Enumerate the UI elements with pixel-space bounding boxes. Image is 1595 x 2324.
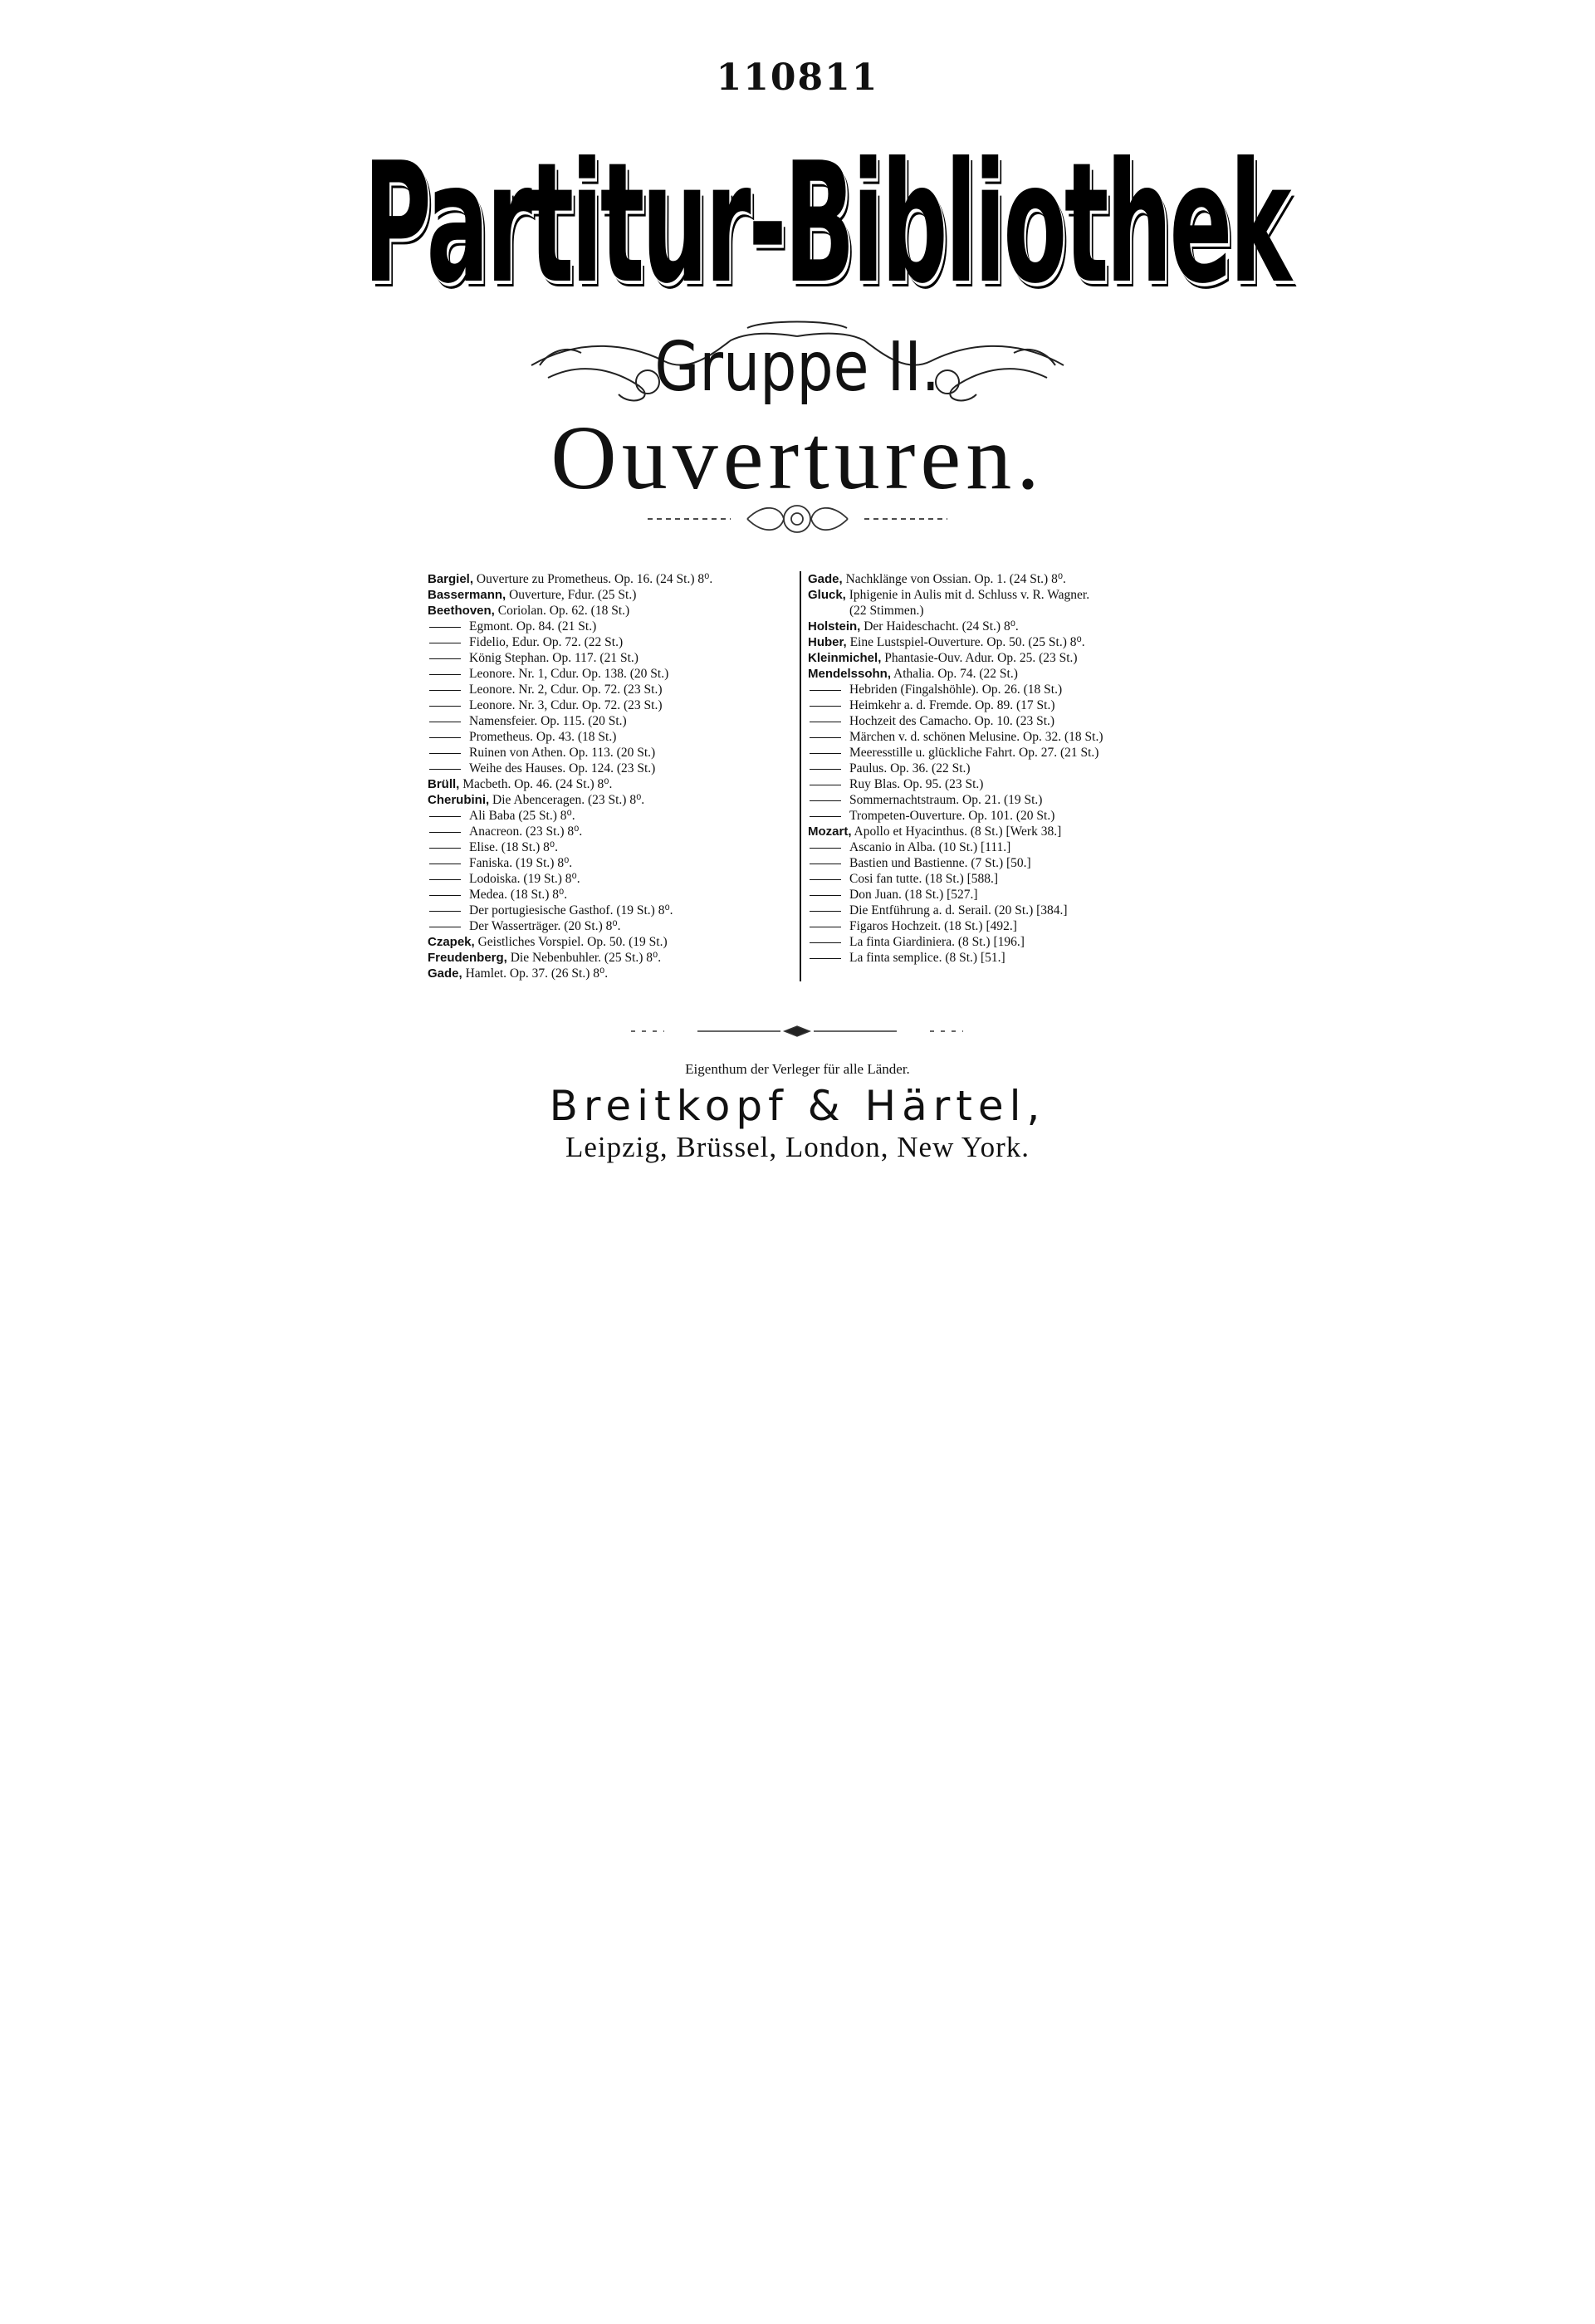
list-item: Medea. (18 St.) 8⁰. [428,887,793,903]
list-item: Ruinen von Athen. Op. 113. (20 St.) [428,745,793,761]
list-item: Mozart, Apollo et Hyacinthus. (8 St.) [Werk 38.] [808,824,1062,839]
catalog-listing [428,571,1183,981]
list-item: Märchen v. d. schönen Melusine. Op. 32. (18 St.) [808,729,1182,745]
main-title: Partitur-Bibliothek [363,127,1289,320]
list-item: Namensfeier. Op. 115. (20 St.) [428,713,793,729]
list-item: Trompeten-Ouverture. Op. 101. (20 St.) [808,808,1182,824]
list-item: Hochzeit des Camacho. Op. 10. (23 St.) [808,713,1182,729]
subtitle: Ouverturen. [550,407,1045,508]
list-item: Der portugiesische Gasthof. (19 St.) 8⁰. [428,903,793,918]
separator-ornament [631,1023,963,1040]
list-item: Fidelio, Edur. Op. 72. (22 St.) [428,634,793,650]
list-item: Leonore. Nr. 2, Cdur. Op. 72. (23 St.) [428,682,793,697]
list-item: Beethoven, Coriolan. Op. 62. (18 St.) [428,604,630,618]
list-item: Ali Baba (25 St.) 8⁰. [428,808,793,824]
list-item: Leonore. Nr. 3, Cdur. Op. 72. (23 St.) [428,697,793,713]
list-item: Weihe des Hauses. Op. 124. (23 St.) [428,761,793,776]
catalog-number: 110811 [716,56,879,99]
list-item: Kleinmichel, Phantasie-Ouv. Adur. Op. 25. (23 St.) [808,651,1078,665]
list-item: Don Juan. (18 St.) [527.] [808,887,1182,903]
list-item: Gade, Nachklänge von Ossian. Op. 1. (24 St.) 8⁰. [808,572,1066,586]
group-row [0,328,1595,407]
list-item: König Stephan. Op. 117. (21 St.) [428,650,793,666]
list-item: Cosi fan tutte. (18 St.) [588.] [808,871,1182,887]
list-item: Meeresstille u. glückliche Fahrt. Op. 27. (21 St.) [808,745,1182,761]
title-block [0,127,1595,320]
list-item: (22 Stimmen.) [849,604,924,618]
publisher-name: Breitkopf & Härtel, [549,1082,1046,1130]
list-item: Prometheus. Op. 43. (18 St.) [428,729,793,745]
list-item: Bargiel, Ouverture zu Prometheus. Op. 16. (24 St.) 8⁰. [428,572,713,586]
list-item: Bastien und Bastienne. (7 St.) [50.] [808,855,1182,871]
list-item: Czapek, Geistliches Vorspiel. Op. 50. (19 St.) [428,935,668,949]
catalog-right-column [800,571,1182,981]
list-item: Mendelssohn, Athalia. Op. 74. (22 St.) [808,667,1018,681]
list-item: Faniska. (19 St.) 8⁰. [428,855,793,871]
list-item: Ruy Blas. Op. 95. (23 St.) [808,776,1182,792]
list-item: Huber, Eine Lustspiel-Ouverture. Op. 50. (25 St.) 8⁰. [808,635,1085,649]
list-item: Freudenberg, Die Nebenbuhler. (25 St.) 8⁰. [428,951,662,965]
catalog-left-column [428,571,800,981]
group-label: Gruppe II. [654,328,941,407]
list-item: Holstein, Der Haideschacht. (24 St.) 8⁰. [808,619,1019,634]
list-item: Cherubini, Die Abenceragen. (23 St.) 8⁰. [428,793,645,807]
subtitle-ornament [0,498,1595,540]
list-item: Heimkehr a. d. Fremde. Op. 89. (17 St.) [808,697,1182,713]
list-item: Hebriden (Fingalshöhle). Op. 26. (18 St.) [808,682,1182,697]
list-item: Sommernachtstraum. Op. 21. (19 St.) [808,792,1182,808]
list-item: Lodoiska. (19 St.) 8⁰. [428,871,793,887]
list-item: Der Wasserträger. (20 St.) 8⁰. [428,918,793,934]
list-item: La finta Giardiniera. (8 St.) [196.] [808,934,1182,950]
rights-notice: Eigenthum der Verleger für alle Länder. [685,1061,910,1077]
list-item: Egmont. Op. 84. (21 St.) [428,619,793,634]
list-item: Brüll, Macbeth. Op. 46. (24 St.) 8⁰. [428,777,613,791]
list-item: Leonore. Nr. 1, Cdur. Op. 138. (20 St.) [428,666,793,682]
publisher-cities: Leipzig, Brüssel, London, New York. [565,1131,1030,1163]
list-item: Elise. (18 St.) 8⁰. [428,839,793,855]
list-item: Die Entführung a. d. Serail. (20 St.) [384.] [808,903,1182,918]
list-item: Figaros Hochzeit. (18 St.) [492.] [808,918,1182,934]
list-item: Gluck, Iphigenie in Aulis mit d. Schluss v. R. Wagner. [808,588,1090,602]
list-item: Paulus. Op. 36. (22 St.) [808,761,1182,776]
list-item: Bassermann, Ouverture, Fdur. (25 St.) [428,588,637,602]
list-item: La finta semplice. (8 St.) [51.] [808,950,1182,966]
list-item: Ascanio in Alba. (10 St.) [111.] [808,839,1182,855]
list-item: Gade, Hamlet. Op. 37. (26 St.) 8⁰. [428,966,609,981]
list-item: Anacreon. (23 St.) 8⁰. [428,824,793,839]
